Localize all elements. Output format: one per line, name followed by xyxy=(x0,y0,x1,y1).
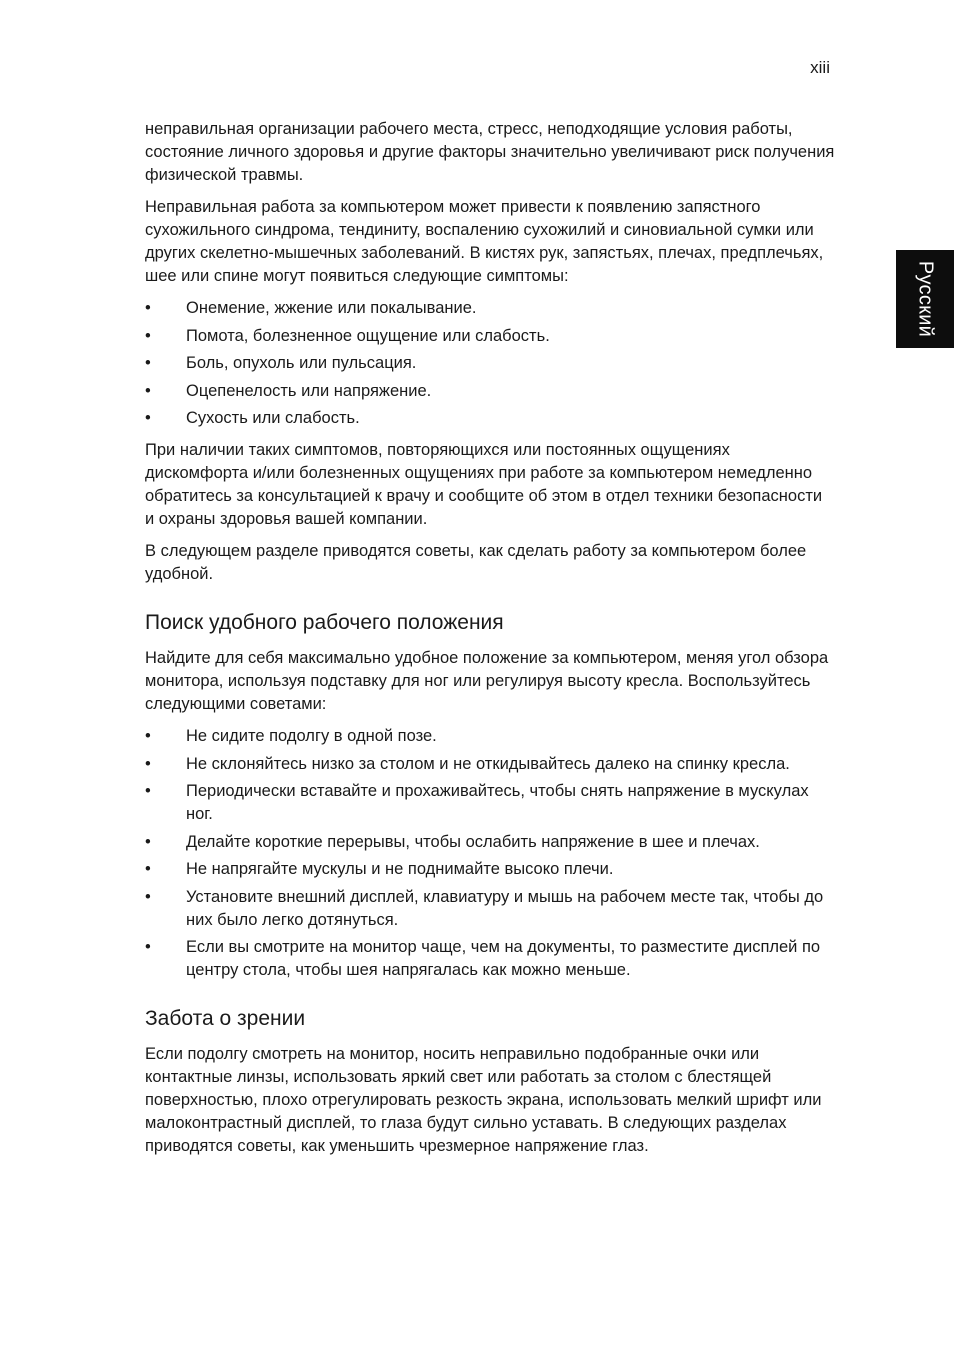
list-item-text: Боль, опухоль или пульсация. xyxy=(186,354,417,372)
page-number: xiii xyxy=(810,58,830,77)
list-item-text: Не напрягайте мускулы и не поднимайте высоко плечи. xyxy=(186,860,614,878)
bullet-icon: • xyxy=(145,860,151,878)
list-item-text: Не склоняйтесь низко за столом и не откидывайтесь далеко на спинку кресла. xyxy=(186,754,790,773)
list-item xyxy=(145,936,835,982)
list-item xyxy=(145,753,835,776)
bullet-icon: • xyxy=(145,354,151,372)
list-item xyxy=(145,380,835,403)
symptoms-list xyxy=(145,297,835,430)
bullet-icon: • xyxy=(145,754,151,773)
bullet-icon: • xyxy=(145,938,151,956)
list-item-text: Если вы смотрите на монитор чаще, чем на документы, то разместите дисплей по центру стола, чтобы шея напрягалась как можно меньше. xyxy=(186,938,821,979)
bullet-icon: • xyxy=(145,832,151,851)
list-item xyxy=(145,407,835,430)
bullet-icon: • xyxy=(145,782,151,800)
page-content xyxy=(145,118,835,1167)
list-item-text: Сухость или слабость. xyxy=(186,409,360,427)
bullet-icon: • xyxy=(145,727,151,745)
bullet-icon: • xyxy=(145,409,151,427)
list-item xyxy=(145,325,835,348)
posture-paragraph: Найдите для себя максимально удобное положение за компьютером, меняя угол обзора монитора, используя подставку для ног или регулируя высоту кресла. Воспользуйтесь следующими советами: xyxy=(145,649,829,713)
list-item xyxy=(145,858,835,881)
intro-paragraph-1: неправильная организации рабочего места, стресс, неподходящие условия работы, состояние личного здоровья и другие факторы значительно увеличивают риск получения физической травмы. xyxy=(145,120,835,184)
list-item xyxy=(145,725,835,748)
section-heading-eyes: Забота о зрении xyxy=(145,1007,306,1030)
list-item xyxy=(145,831,835,854)
bullet-icon: • xyxy=(145,326,151,345)
list-item-text: Делайте короткие перерывы, чтобы ослабить напряжение в шее и плечах. xyxy=(186,832,760,851)
bullet-icon: • xyxy=(145,381,151,400)
language-tab-label: Русский xyxy=(914,260,937,338)
list-item xyxy=(145,780,835,826)
list-item xyxy=(145,352,835,375)
next-section-paragraph: В следующем разделе приводятся советы, как сделать работу за компьютером более удобной. xyxy=(145,542,807,583)
list-item xyxy=(145,886,835,932)
list-item-text: Онемение, жжение или покалывание. xyxy=(186,299,477,317)
eyes-paragraph: Если подолгу смотреть на монитор, носить неправильно подобранные очки или контактные линзы, использовать яркий свет или работать за столом с блестящей поверхностью, плохо отрегулировать резкость экрана, использовать мелкий шрифт или малоконтрастный дисплей, то глаза будут сильно уставать. В следующих разделах приводятся советы, как уменьшить чрезмерное напряжение глаз. xyxy=(145,1045,822,1155)
posture-tips-list xyxy=(145,725,835,982)
list-item-text: Помота, болезненное ощущение или слабость. xyxy=(186,326,550,345)
language-tab xyxy=(896,250,954,348)
list-item xyxy=(145,297,835,320)
section-heading-posture: Поиск удобного рабочего положения xyxy=(145,611,504,634)
list-item-text: Периодически вставайте и прохаживайтесь, чтобы снять напряжение в мускулах ног. xyxy=(186,782,809,823)
bullet-icon: • xyxy=(145,299,151,317)
bullet-icon: • xyxy=(145,887,151,906)
symptoms-advice-paragraph: При наличии таких симптомов, повторяющихся или постоянных ощущениях дискомфорта и/или болезненных ощущениях при работе за компьютером немедленно обратитесь за консультацией к врачу и сообщите об этом в отдел техники безопасности и охраны здоровья вашей компании. xyxy=(145,441,823,528)
list-item-text: Оцепенелость или напряжение. xyxy=(186,381,432,400)
list-item-text: Установите внешний дисплей, клавиатуру и мышь на рабочем месте так, чтобы до них было легко дотянуться. xyxy=(186,887,824,929)
intro-paragraph-2: Неправильная работа за компьютером может привести к появлению запястного сухожильного синдрома, тендиниту, воспалению сухожилий и синовиальной сумки или других скелетно-мышечных заболеваний. В кистях рук, запястьях, плечах, предплечьях, шее или спине могут появиться следующие симптомы: xyxy=(145,198,824,285)
list-item-text: Не сидите подолгу в одной позе. xyxy=(186,727,437,745)
